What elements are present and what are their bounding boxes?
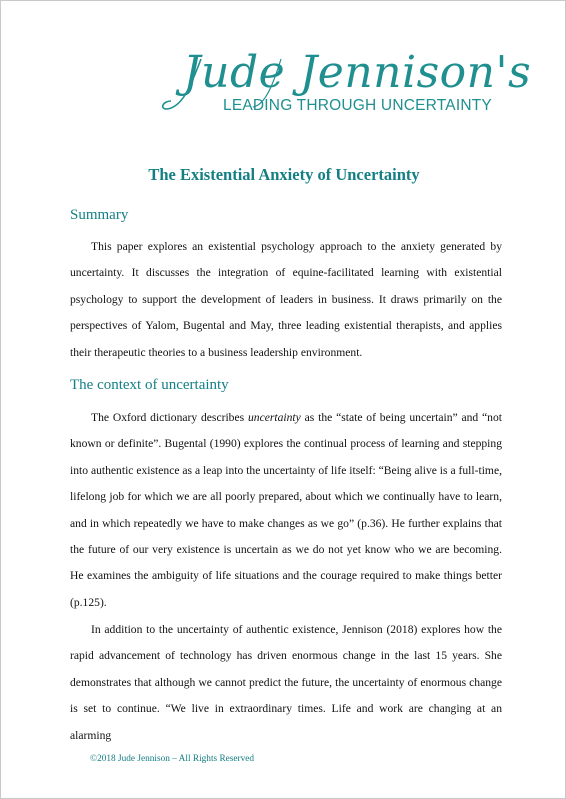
- context-paragraph-2: In addition to the uncertainty of authentic existence, Jennison (2018) explores how the rapid advancement of technology has driven enormous change in the last 15 years. She demonstrates that although we cannot predict the future, the uncertainty of enormous change is set to continue. “We live in extraordinary times. Life and work are changing at an alarming: [70, 623, 502, 742]
- uncertainty-emphasis: uncertainty: [247, 411, 301, 424]
- section-heading-context: The context of uncertainty: [70, 377, 229, 393]
- copyright-footer: ©2018 Jude Jennison – All Rights Reserved: [90, 754, 255, 764]
- document-title: The Existential Anxiety of Uncertainty: [148, 165, 420, 184]
- logo-tagline: LEADING THROUGH UNCERTAINTY: [223, 97, 492, 114]
- section-heading-summary: Summary: [70, 207, 129, 223]
- context-paragraph-1-rest: as the “state of being uncertain” and “not known or definite”. Bugental (1990) explores the continual process of learning and stepping into authentic existence as a leap into the uncertainty of life itself: “Being alive is a full-time, lifelong job for which we are all poorly prepared, about which we continually have to learn, and in which repeatedly we have to make changes as we go” (p.36). He further explains that the future of our very existence is uncertain as we do not yet know who we are becoming. He examines the ambiguity of life situations and the courage required to make things better (p.125).: [70, 411, 503, 609]
- summary-paragraph: This paper explores an existential psychology approach to the anxiety generated by uncertainty. It discusses the integration of equine-facilitated learning with existential psychology to support the development of leaders in business. It draws primarily on the perspectives of Yalom, Bugental and May, three leading existential therapists, and applies their therapeutic theories to a business leadership environment.: [70, 240, 502, 359]
- brand-logo: [161, 45, 532, 125]
- context-paragraph-1: [70, 405, 502, 616]
- logo-script-text: Jude Jennison's: [183, 47, 532, 98]
- context-paragraph-1-start: The Oxford dictionary describes: [91, 411, 248, 424]
